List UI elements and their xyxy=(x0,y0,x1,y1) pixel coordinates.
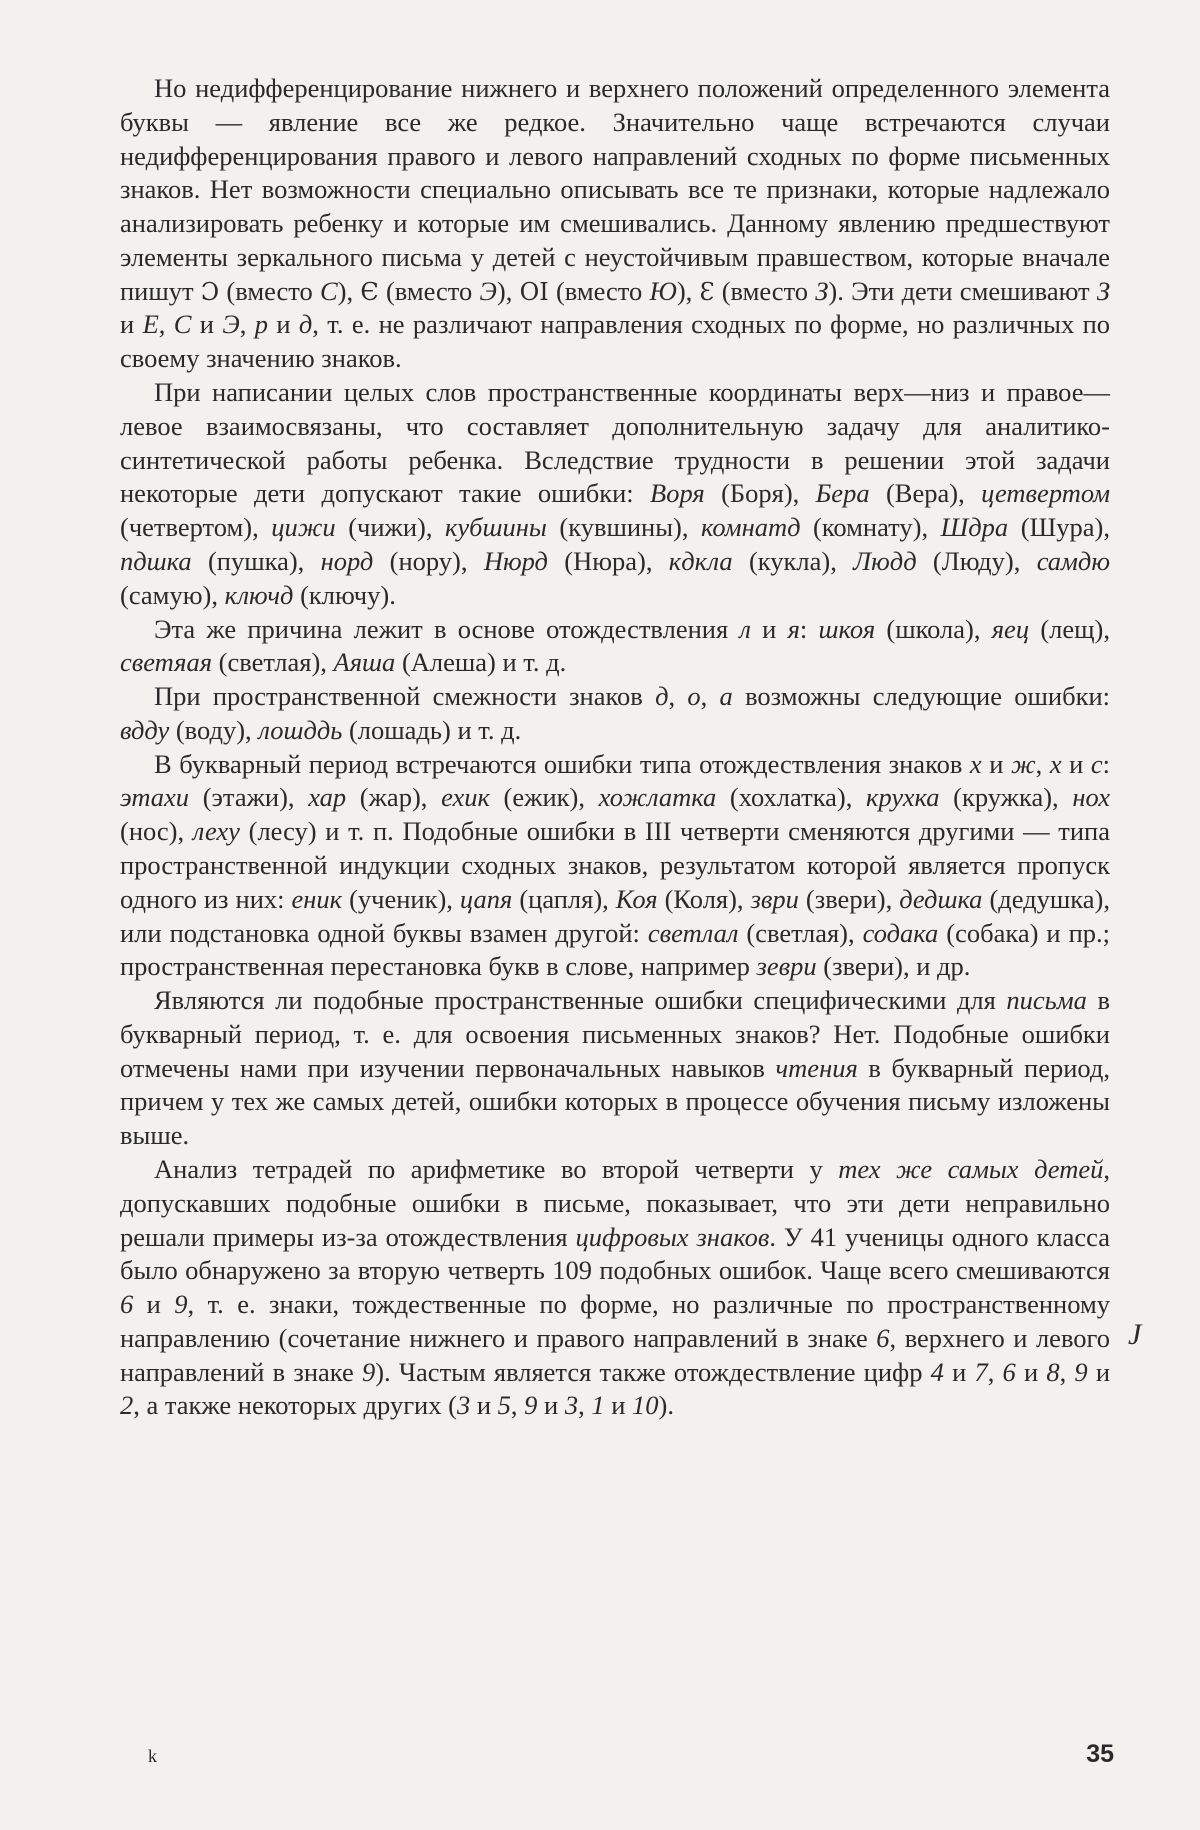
text-run: При пространственной смежности знаков xyxy=(154,681,656,712)
italic-term: лошддь xyxy=(258,714,343,745)
italic-term: нох xyxy=(1072,782,1110,813)
italic-term: чтения xyxy=(775,1052,858,1083)
italic-term: 4 xyxy=(930,1356,944,1387)
italic-term: 9 xyxy=(174,1289,188,1320)
italic-term: Е xyxy=(142,309,159,340)
text-run: (четвертом), xyxy=(120,512,272,543)
italic-term: норд xyxy=(320,545,374,576)
italic-term: яец xyxy=(991,613,1030,644)
italic-term: ехик xyxy=(441,782,490,813)
text-run: (вместо xyxy=(548,275,650,306)
italic-term: дедшка xyxy=(899,883,983,914)
text-run: (Люду), xyxy=(916,545,1037,576)
italic-term: хожлатка xyxy=(598,782,717,813)
text-run: (нору), xyxy=(373,545,484,576)
body-text xyxy=(120,72,1110,1423)
text-run: и xyxy=(191,309,223,340)
italic-term: вдду xyxy=(120,714,170,745)
text-run: . У 41 ученицы одного класса было обнаружено за вторую четверть 109 подобных ошибок. Чаще всего смешиваются xyxy=(120,1221,1111,1286)
text-run: , xyxy=(239,309,255,340)
italic-term: Нюрд xyxy=(483,545,548,576)
text-run: , xyxy=(987,1356,1003,1387)
text-run: в букварный период, т. е. для освоения письменных знаков? Нет. Подобные ошибки отмечены нами при изучении первоначальных навыков xyxy=(120,985,1110,1083)
text-run: , xyxy=(668,681,688,712)
italic-term: С xyxy=(173,309,192,340)
text-run: ), xyxy=(337,275,361,306)
italic-term: 2 xyxy=(120,1390,134,1421)
italic-term: З xyxy=(1096,275,1110,306)
italic-term: тех же самых детей xyxy=(838,1154,1104,1184)
text-run: В букварный период встречаются ошибки типа отождествления знаков xyxy=(154,748,970,779)
margin-pencil-mark: J xyxy=(1128,1318,1142,1351)
italic-term: 1 xyxy=(591,1390,605,1421)
text-run: , xyxy=(700,681,720,712)
text-run: , т. е. знаки, тождественные по форме, но различные по пространственному направлению (сочетание нижнего и правого направлений в знаке xyxy=(120,1289,1110,1353)
italic-term: цифровых знаков xyxy=(575,1221,770,1252)
text-run: (вместо xyxy=(378,275,480,306)
text-run: и xyxy=(1015,1356,1047,1387)
text-run: : xyxy=(1102,748,1111,779)
italic-term: леху xyxy=(192,816,240,847)
italic-term: 6 xyxy=(120,1289,134,1320)
text-run: Анализ тетрадей по арифметике во второй четверти у xyxy=(154,1154,839,1184)
text-run: ). xyxy=(658,1390,674,1421)
italic-term: л xyxy=(739,613,751,644)
italic-term: письма xyxy=(1006,985,1087,1016)
text-run: Но недифференцирование нижнего и верхнего положений определенного элемента буквы — явление все же редкое. Значительно чаще встречаются случаи недифференцирования правого и левого направлений сходных по форме письменных знаков. Нет возможности специально описывать все те признаки, которые надлежало анализировать ребенку и которые им смешивались. Данному явлению предшествуют элементы зеркального письма у детей с неустойчивым правшеством, которые вначале пишут xyxy=(120,73,1110,306)
italic-term: Людд xyxy=(853,545,917,576)
text-run: (ученик), xyxy=(342,883,460,914)
text-run: ). Эти дети смешивают xyxy=(828,275,1097,306)
text-run: (комнату), xyxy=(800,512,941,543)
italic-term: Аяша xyxy=(333,647,396,678)
text-run: (ключу). xyxy=(293,579,396,610)
text-run: возможны следующие ошибки: xyxy=(732,681,1110,712)
italic-term: С xyxy=(319,275,338,306)
italic-term: д xyxy=(655,681,669,712)
text-run: Эта же причина лежит в основе отождествления xyxy=(154,613,740,644)
text-run: , верхнего и левого направлений в знаке xyxy=(120,1322,1110,1387)
italic-term: 8 xyxy=(1046,1356,1060,1387)
italic-term: шкоя xyxy=(818,613,876,644)
italic-term: ж xyxy=(1010,748,1036,779)
text-run: в букварный период, причем у тех же самых детей, ошибки которых в процессе обучения письму изложены выше. xyxy=(120,1052,1110,1151)
text-run: и xyxy=(537,1390,565,1421)
italic-term: х xyxy=(1049,748,1062,779)
text-run: (лошадь) и т. д. xyxy=(342,714,522,745)
italic-term: Коя xyxy=(615,883,658,914)
text-run: и xyxy=(470,1390,498,1421)
text-run: , т. е. не различают направления сходных по форме, но различных по своему значению знаков. xyxy=(120,309,1111,374)
text-run: (школа), xyxy=(875,613,992,644)
italic-term: комнатд xyxy=(701,512,801,543)
text-run: При написании целых слов пространственные координаты верх—низ и правое—левое взаимосвязаны, что составляет дополнительную задачу для аналитико-синтетической работы ребенка. Вследствие трудности в решении этой задачи некоторые дети допускают такие ошибки: xyxy=(120,377,1110,509)
italic-term: кубшины xyxy=(445,512,547,543)
italic-term: о xyxy=(687,681,701,712)
italic-term: 6 xyxy=(1002,1356,1016,1387)
italic-term: светлал xyxy=(647,917,739,948)
text-run: и xyxy=(604,1390,633,1421)
corner-mark: k xyxy=(148,1746,157,1766)
text-run: , xyxy=(158,309,174,340)
italic-term: З xyxy=(815,275,829,306)
text-run: и xyxy=(267,309,299,340)
text-run: (собака) и пр.; пространственная перестановка букв в слове, например xyxy=(120,917,1110,982)
paragraph xyxy=(120,1153,1110,1423)
text-run: , допускавших подобные ошибки в письме, показывает, что эти дети неправильно решали примеры из-за отождествления xyxy=(120,1154,1110,1252)
text-run: (кувшины), xyxy=(546,512,702,543)
italic-term: Э xyxy=(222,309,240,340)
text-run: ), xyxy=(676,275,700,306)
paragraph xyxy=(120,748,1110,984)
text-run: (жар), xyxy=(346,782,442,813)
text-run: (Шура), xyxy=(1008,512,1110,543)
italic-term: зеври xyxy=(756,951,817,982)
italic-term: я xyxy=(787,613,800,644)
text-run: (пушка), xyxy=(191,545,321,576)
text-run: ). Частым является также отождествление цифр xyxy=(375,1356,931,1387)
text-run: (самую), xyxy=(120,579,225,610)
text-run: , xyxy=(1059,1356,1075,1387)
paragraph xyxy=(120,680,1110,748)
page-number: 35 xyxy=(1086,1740,1114,1768)
text-run: и xyxy=(133,1289,175,1320)
italic-term: д xyxy=(298,309,313,340)
italic-term: Воря xyxy=(650,478,705,509)
italic-term: Шдра xyxy=(940,512,1009,543)
text-run: (светлая), xyxy=(212,647,334,678)
text-run: (светлая), xyxy=(738,917,863,948)
text-run: , xyxy=(510,1390,525,1421)
italic-term: цетвертом xyxy=(981,478,1111,509)
italic-term: Бера xyxy=(815,478,870,509)
text-run: (лещ), xyxy=(1029,613,1110,644)
text-run: (кружка), xyxy=(939,782,1073,813)
italic-term: 10 xyxy=(632,1390,659,1421)
italic-term: самдю xyxy=(1036,545,1111,576)
text-run: и xyxy=(1087,1356,1111,1387)
italic-term: 9 xyxy=(1074,1356,1088,1387)
mirror-letter: Ɛ xyxy=(699,277,715,306)
mirror-letter: ОI xyxy=(519,277,549,306)
text-run: , xyxy=(578,1390,592,1421)
text-run: (лесу) и т. п. Подобные ошибки в III четверти сменяются другими — типа пространственной индукции сходных знаков, результатом которой является пропуск одного из них: xyxy=(120,816,1110,914)
italic-term: а xyxy=(719,681,733,712)
italic-term: этахи xyxy=(120,782,190,813)
text-run: ), xyxy=(496,275,520,306)
italic-term: с xyxy=(1090,748,1103,779)
text-run: (кукла), xyxy=(732,545,854,576)
italic-term: р xyxy=(254,309,268,340)
text-run: (Коля), xyxy=(657,883,751,914)
paragraph xyxy=(120,72,1110,376)
italic-term: содака xyxy=(862,917,939,948)
text-run: и xyxy=(1061,748,1091,779)
text-run: (дедушка), или подстановка одной буквы взамен другой: xyxy=(120,883,1110,948)
italic-term: цижи xyxy=(271,512,336,543)
paragraph xyxy=(120,613,1110,681)
text-run: (Нюра), xyxy=(547,545,669,576)
italic-term: светяая xyxy=(120,647,213,678)
text-run: (ежик), xyxy=(489,782,599,813)
text-run: (воду), xyxy=(169,714,259,745)
text-run: Являются ли подобные пространственные ошибки специфическими для xyxy=(154,985,1007,1016)
text-run: и xyxy=(120,309,143,340)
italic-term: 5 xyxy=(497,1390,511,1421)
text-run: (звери), xyxy=(798,883,900,914)
text-run: и xyxy=(981,748,1011,779)
paragraph xyxy=(120,376,1110,612)
italic-term: 9 xyxy=(361,1356,376,1387)
text-run: (Боря), xyxy=(704,478,816,509)
italic-term: 7 xyxy=(974,1356,988,1387)
italic-term: пдшка xyxy=(120,545,192,576)
text-run: , а также некоторых других ( xyxy=(133,1390,457,1421)
text-run: и xyxy=(943,1356,975,1387)
paragraph xyxy=(120,984,1110,1153)
text-run: (Вера), xyxy=(869,478,982,509)
text-run: (вместо xyxy=(714,275,816,306)
text-run: (вместо xyxy=(219,275,320,306)
italic-term: х xyxy=(969,748,982,779)
italic-term: 6 xyxy=(876,1322,890,1353)
italic-term: еник xyxy=(291,883,343,914)
text-run: (звери), и др. xyxy=(816,951,971,982)
text-run: и xyxy=(750,613,788,644)
italic-term: хар xyxy=(308,782,347,813)
italic-term: кдкла xyxy=(668,545,733,576)
italic-term: 3 xyxy=(456,1390,471,1421)
text-run: , xyxy=(1035,748,1050,779)
mirror-letter: Ɔ xyxy=(200,277,220,306)
text-run: : xyxy=(799,613,819,644)
italic-term: зври xyxy=(750,883,799,914)
italic-term: 9 xyxy=(524,1390,538,1421)
text-run: (цапля), xyxy=(512,883,616,914)
text-run: (хохлатка), xyxy=(716,782,867,813)
italic-term: 3 xyxy=(564,1390,579,1421)
italic-term: ключд xyxy=(224,579,294,610)
text-run: (Алеша) и т. д. xyxy=(395,647,567,678)
text-run: (нос), xyxy=(120,816,193,847)
mirror-letter: Є xyxy=(360,277,379,306)
text-run: (этажи), xyxy=(189,782,309,813)
italic-term: Э xyxy=(479,275,497,306)
italic-term: цапя xyxy=(459,883,513,914)
italic-term: Ю xyxy=(649,275,677,306)
text-run: (чижи), xyxy=(335,512,445,543)
italic-term: крухка xyxy=(866,782,940,813)
